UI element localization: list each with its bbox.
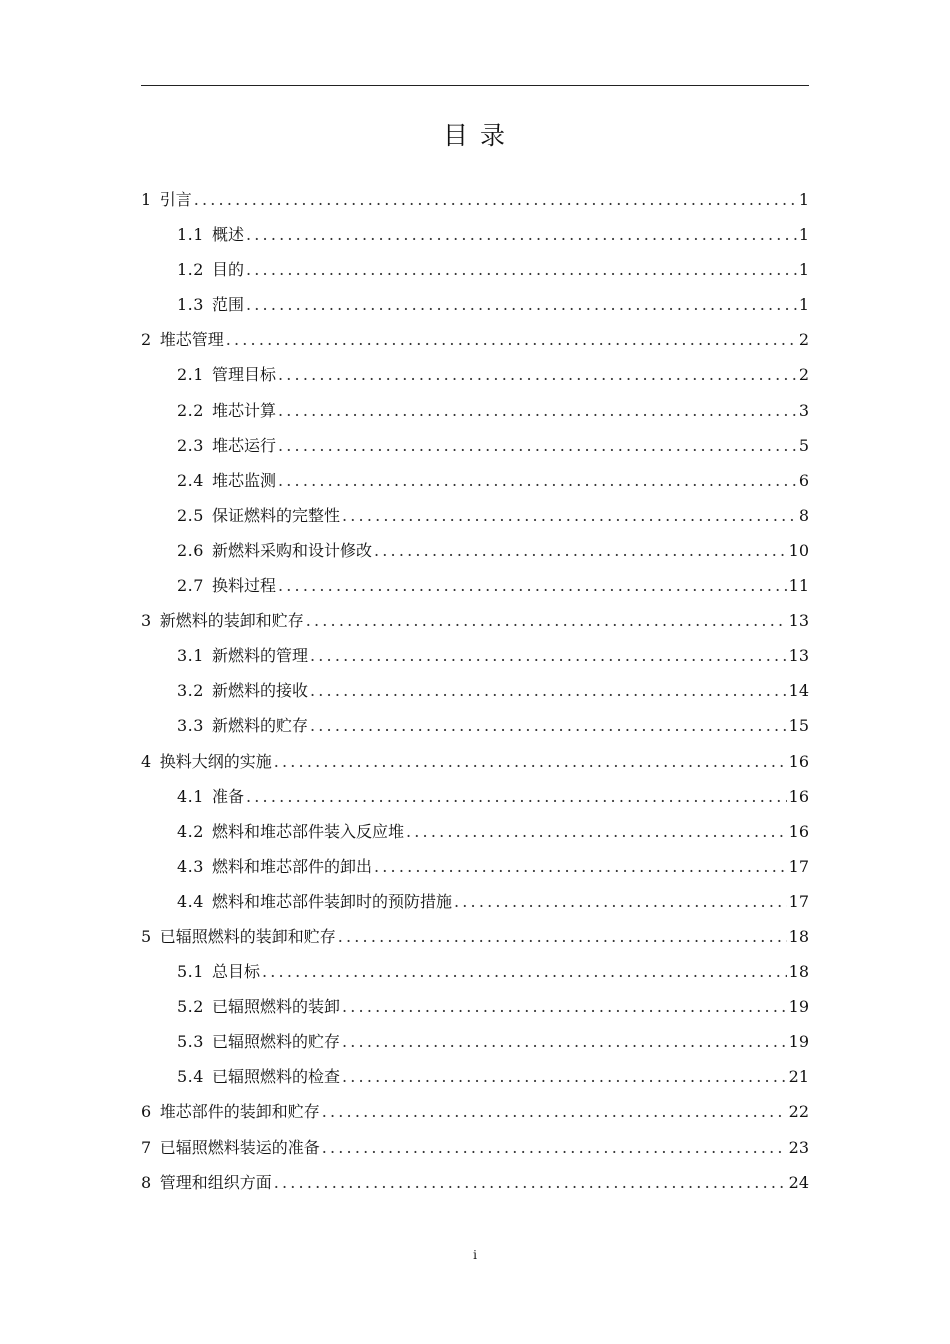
toc-entry-label: 已辐照燃料的装卸和贮存 [159, 926, 336, 946]
toc-entry-page: 3 [798, 400, 809, 420]
toc-entry[interactable] [141, 498, 809, 533]
toc-entry-label: 概述 [211, 225, 244, 245]
toc-entry-label: 已辐照燃料的贮存 [211, 1032, 340, 1052]
toc-dot-leader [274, 744, 787, 779]
toc-entry-label: 引言 [159, 190, 192, 209]
toc-entry-page: 1 [798, 190, 809, 209]
toc-entry[interactable] [141, 814, 809, 849]
toc-entry-number: 2.1 [177, 365, 204, 385]
toc-entry-page: 19 [788, 1032, 809, 1052]
toc-entry[interactable] [141, 393, 809, 428]
toc-entry[interactable] [141, 779, 809, 814]
toc-entry-number: 5.2 [177, 997, 204, 1017]
toc-entry-number: 8 [141, 1172, 152, 1192]
toc-entry[interactable] [141, 568, 809, 603]
toc-entry-page: 6 [798, 470, 809, 490]
toc-entry-page: 2 [798, 365, 809, 385]
toc-entry-number: 3.3 [177, 716, 204, 736]
toc-entry-page: 1 [798, 295, 809, 315]
toc-entry-label: 范围 [211, 295, 244, 315]
toc-entry-page: 2 [798, 330, 809, 350]
toc-dot-leader [274, 1165, 787, 1200]
toc-entry[interactable] [141, 322, 809, 357]
toc-entry[interactable] [141, 357, 809, 392]
table-of-contents [141, 182, 809, 1200]
toc-entry-label: 堆芯管理 [159, 330, 224, 350]
toc-entry-number: 2.3 [177, 435, 204, 455]
toc-entry-label: 已辐照燃料装运的准备 [159, 1137, 320, 1157]
toc-entry[interactable] [141, 1165, 809, 1200]
toc-entry-number: 1.2 [177, 260, 204, 280]
toc-entry-page: 16 [788, 821, 809, 841]
toc-dot-leader [246, 779, 787, 814]
toc-entry-label: 新燃料的管理 [211, 646, 308, 666]
toc-entry-page: 1 [798, 225, 809, 245]
toc-entry-label: 管理目标 [211, 365, 276, 385]
toc-entry-number: 1.3 [177, 295, 204, 315]
toc-dot-leader [322, 1130, 787, 1165]
toc-entry[interactable] [141, 1130, 809, 1165]
toc-dot-leader [194, 182, 797, 217]
toc-dot-leader [322, 1094, 787, 1129]
toc-entry-label: 堆芯计算 [211, 400, 276, 420]
toc-entry-label: 新燃料的贮存 [211, 716, 308, 736]
toc-entry-number: 5.1 [177, 962, 204, 982]
toc-entry[interactable] [141, 954, 809, 989]
toc-dot-leader [278, 463, 797, 498]
toc-dot-leader [310, 708, 787, 743]
toc-dot-leader [278, 428, 797, 463]
header-rule [141, 85, 809, 86]
toc-entry-label: 燃料和堆芯部件装入反应堆 [211, 821, 404, 841]
toc-entry-page: 14 [788, 681, 809, 701]
toc-entry-page: 10 [788, 540, 809, 560]
toc-dot-leader [406, 814, 787, 849]
page-number: i [473, 1248, 477, 1262]
toc-entry-page: 5 [798, 435, 809, 455]
toc-entry[interactable] [141, 463, 809, 498]
toc-dot-leader [454, 884, 787, 919]
toc-entry-label: 已辐照燃料的检查 [211, 1067, 340, 1087]
toc-entry-label: 已辐照燃料的装卸 [211, 997, 340, 1017]
toc-dot-leader [246, 287, 797, 322]
toc-entry[interactable] [141, 673, 809, 708]
toc-entry-number: 6 [141, 1102, 152, 1122]
toc-entry-page: 21 [788, 1067, 809, 1087]
toc-entry[interactable] [141, 252, 809, 287]
toc-dot-leader [374, 849, 787, 884]
toc-entry-label: 总目标 [211, 962, 260, 982]
toc-dot-leader [278, 393, 797, 428]
toc-entry-label: 新燃料采购和设计修改 [211, 540, 372, 560]
toc-entry-number: 5.4 [177, 1067, 204, 1087]
toc-entry[interactable] [141, 849, 809, 884]
toc-entry-number: 3 [141, 611, 152, 631]
toc-entry-label: 新燃料的接收 [211, 681, 308, 701]
toc-entry[interactable] [141, 533, 809, 568]
toc-entry-label: 燃料和堆芯部件的卸出 [211, 856, 372, 876]
toc-entry-label: 换料过程 [211, 576, 276, 596]
toc-dot-leader [342, 989, 787, 1024]
toc-entry-label: 目的 [211, 260, 244, 280]
toc-entry-number: 2.4 [177, 470, 204, 490]
toc-dot-leader [246, 252, 797, 287]
toc-entry-number: 5 [141, 926, 152, 946]
toc-dot-leader [278, 357, 797, 392]
toc-dot-leader [310, 638, 787, 673]
toc-dot-leader [374, 533, 787, 568]
toc-entry[interactable] [141, 744, 809, 779]
toc-entry-number: 4.1 [177, 786, 204, 806]
toc-entry[interactable] [141, 638, 809, 673]
toc-entry-page: 17 [788, 891, 809, 911]
toc-entry[interactable] [141, 217, 809, 252]
toc-dot-leader [342, 1024, 787, 1059]
toc-entry-number: 3.1 [177, 646, 204, 666]
toc-entry-label: 堆芯部件的装卸和贮存 [159, 1102, 320, 1122]
page-title: 目 录 [443, 121, 507, 150]
toc-entry-label: 管理和组织方面 [159, 1172, 272, 1192]
toc-entry-label: 换料大纲的实施 [159, 751, 272, 771]
toc-entry[interactable] [141, 603, 809, 638]
toc-dot-leader [342, 498, 797, 533]
toc-entry-number: 2.6 [177, 540, 204, 560]
toc-entry[interactable] [141, 1094, 809, 1129]
toc-entry-page: 18 [788, 962, 809, 982]
toc-dot-leader [226, 322, 797, 357]
toc-entry-number: 3.2 [177, 681, 204, 701]
toc-entry-page: 22 [788, 1102, 809, 1122]
toc-entry-number: 1.1 [177, 225, 204, 245]
toc-entry[interactable] [141, 989, 809, 1024]
toc-entry[interactable] [141, 1024, 809, 1059]
toc-dot-leader [262, 954, 787, 989]
toc-dot-leader [342, 1059, 787, 1094]
toc-entry-number: 2.2 [177, 400, 204, 420]
toc-dot-leader [338, 919, 787, 954]
toc-entry-number: 4 [141, 751, 152, 771]
toc-entry-label: 堆芯监测 [211, 470, 276, 490]
toc-entry[interactable] [141, 182, 809, 217]
toc-entry-label: 准备 [211, 786, 244, 806]
toc-entry-label: 堆芯运行 [211, 435, 276, 455]
toc-entry-number: 5.3 [177, 1032, 204, 1052]
toc-entry-page: 16 [788, 751, 809, 771]
toc-entry-number: 2.7 [177, 576, 204, 596]
toc-entry[interactable] [141, 287, 809, 322]
toc-entry-page: 11 [788, 576, 809, 596]
toc-entry-page: 8 [798, 505, 809, 525]
toc-entry-label: 保证燃料的完整性 [211, 505, 340, 525]
toc-entry-page: 15 [788, 716, 809, 736]
toc-entry-page: 19 [788, 997, 809, 1017]
toc-entry-page: 13 [788, 611, 809, 631]
toc-entry-page: 13 [788, 646, 809, 666]
toc-dot-leader [278, 568, 787, 603]
toc-entry-number: 1 [141, 190, 152, 209]
toc-entry-number: 4.4 [177, 891, 204, 911]
toc-entry-number: 4.3 [177, 856, 204, 876]
toc-entry[interactable] [141, 1059, 809, 1094]
toc-entry-number: 2.5 [177, 505, 204, 525]
toc-entry[interactable] [141, 708, 809, 743]
toc-entry-number: 7 [141, 1137, 152, 1157]
toc-entry-number: 2 [141, 330, 152, 350]
toc-entry-page: 16 [788, 786, 809, 806]
toc-dot-leader [306, 603, 787, 638]
toc-dot-leader [310, 673, 787, 708]
toc-entry-page: 23 [788, 1137, 809, 1157]
toc-entry[interactable] [141, 884, 809, 919]
toc-entry-page: 17 [788, 856, 809, 876]
toc-entry-label: 燃料和堆芯部件装卸时的预防措施 [211, 891, 452, 911]
toc-entry-page: 1 [798, 260, 809, 280]
toc-entry[interactable] [141, 919, 809, 954]
toc-entry[interactable] [141, 428, 809, 463]
toc-entry-page: 24 [788, 1172, 809, 1192]
toc-entry-page: 18 [788, 926, 809, 946]
toc-entry-label: 新燃料的装卸和贮存 [159, 611, 304, 631]
toc-dot-leader [246, 217, 797, 252]
toc-entry-number: 4.2 [177, 821, 204, 841]
